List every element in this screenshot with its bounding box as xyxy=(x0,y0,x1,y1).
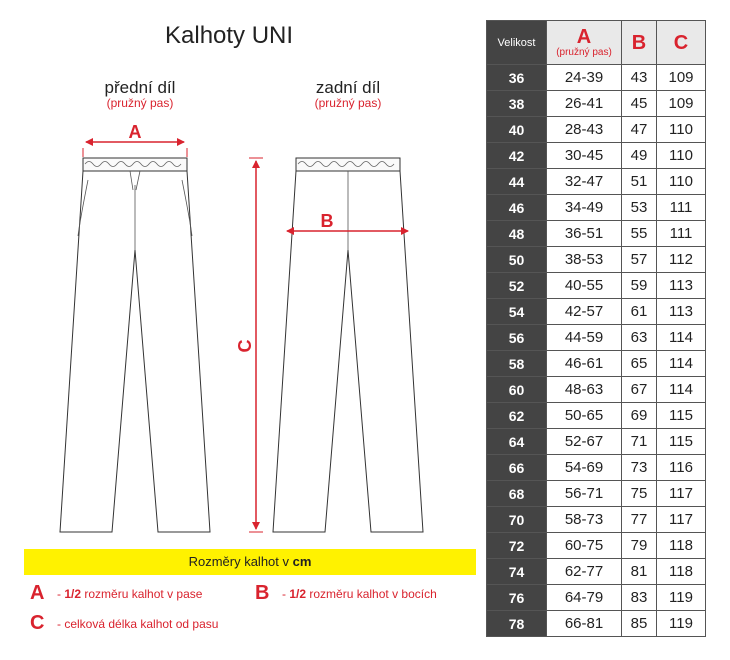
size-cell: 78 xyxy=(487,611,547,637)
c-cell: 111 xyxy=(657,195,706,221)
a-cell: 66-81 xyxy=(547,611,622,637)
table-row xyxy=(487,559,706,585)
size-cell: 74 xyxy=(487,559,547,585)
legend-b-letter: B xyxy=(255,582,270,604)
a-cell: 44-59 xyxy=(547,325,622,351)
header-a-subtitle: (pružný pas) xyxy=(556,47,612,58)
b-cell: 43 xyxy=(622,65,657,91)
c-cell: 117 xyxy=(657,481,706,507)
b-cell: 61 xyxy=(622,299,657,325)
b-cell: 49 xyxy=(622,143,657,169)
b-cell: 85 xyxy=(622,611,657,637)
table-row xyxy=(487,455,706,481)
back-view-title: zadní díl xyxy=(315,78,381,97)
legend-b-dash: - xyxy=(282,587,290,601)
b-cell: 45 xyxy=(622,91,657,117)
table-row xyxy=(487,429,706,455)
c-cell: 114 xyxy=(657,377,706,403)
size-cell: 48 xyxy=(487,221,547,247)
a-cell: 46-61 xyxy=(547,351,622,377)
legend-a-description: rozměru kalhot v pase xyxy=(81,587,203,601)
b-cell: 65 xyxy=(622,351,657,377)
size-cell: 44 xyxy=(487,169,547,195)
a-cell: 62-77 xyxy=(547,559,622,585)
legend-b-fraction: 1/2 xyxy=(289,587,307,601)
c-cell: 114 xyxy=(657,351,706,377)
a-cell: 52-67 xyxy=(547,429,622,455)
b-cell: 81 xyxy=(622,559,657,585)
units-unit: cm xyxy=(292,554,312,569)
a-cell: 24-39 xyxy=(547,65,622,91)
c-cell: 111 xyxy=(657,221,706,247)
dimension-a xyxy=(83,142,187,157)
table-row xyxy=(487,403,706,429)
table-row xyxy=(487,143,706,169)
a-cell: 26-41 xyxy=(547,91,622,117)
b-cell: 59 xyxy=(622,273,657,299)
marker-c: C xyxy=(235,339,255,353)
marker-b: B xyxy=(320,211,334,231)
units-bar xyxy=(24,549,476,575)
c-cell: 116 xyxy=(657,455,706,481)
front-view-title: přední díl xyxy=(104,78,176,97)
legend-b-text xyxy=(282,587,437,601)
c-cell: 113 xyxy=(657,299,706,325)
table-row xyxy=(487,351,706,377)
table-row xyxy=(487,325,706,351)
b-cell: 67 xyxy=(622,377,657,403)
size-cell: 76 xyxy=(487,585,547,611)
b-cell: 69 xyxy=(622,403,657,429)
table-row xyxy=(487,377,706,403)
header-b xyxy=(622,21,657,65)
legend-c-letter: C xyxy=(30,612,45,634)
b-cell: 77 xyxy=(622,507,657,533)
table-row xyxy=(487,91,706,117)
a-cell: 38-53 xyxy=(547,247,622,273)
size-cell: 72 xyxy=(487,533,547,559)
size-cell: 68 xyxy=(487,481,547,507)
c-cell: 118 xyxy=(657,559,706,585)
b-cell: 51 xyxy=(622,169,657,195)
front-view-subtitle: (pružný pas) xyxy=(106,96,174,110)
table-row xyxy=(487,65,706,91)
a-cell: 58-73 xyxy=(547,507,622,533)
size-cell: 56 xyxy=(487,325,547,351)
c-cell: 110 xyxy=(657,169,706,195)
header-b-letter: B xyxy=(631,31,647,54)
size-table xyxy=(486,20,706,637)
b-cell: 53 xyxy=(622,195,657,221)
b-cell: 73 xyxy=(622,455,657,481)
b-cell: 55 xyxy=(622,221,657,247)
size-cell: 58 xyxy=(487,351,547,377)
a-cell: 54-69 xyxy=(547,455,622,481)
legend-c-description: - celková délka kalhot od pasu xyxy=(57,617,219,631)
a-cell: 42-57 xyxy=(547,299,622,325)
size-cell: 38 xyxy=(487,91,547,117)
size-cell: 42 xyxy=(487,143,547,169)
header-c xyxy=(657,21,706,65)
b-cell: 83 xyxy=(622,585,657,611)
b-cell: 71 xyxy=(622,429,657,455)
units-prefix: Rozměry kalhot v xyxy=(188,554,293,569)
a-cell: 50-65 xyxy=(547,403,622,429)
legend-a-dash: - xyxy=(57,587,65,601)
header-a-letter: A xyxy=(576,26,592,48)
table-row xyxy=(487,507,706,533)
c-cell: 113 xyxy=(657,273,706,299)
c-cell: 109 xyxy=(657,91,706,117)
size-cell: 64 xyxy=(487,429,547,455)
size-cell: 52 xyxy=(487,273,547,299)
table-row xyxy=(487,221,706,247)
legend-b-description: rozměru kalhot v bocích xyxy=(306,587,437,601)
a-cell: 36-51 xyxy=(547,221,622,247)
table-row xyxy=(487,195,706,221)
c-cell: 119 xyxy=(657,611,706,637)
b-cell: 63 xyxy=(622,325,657,351)
size-cell: 40 xyxy=(487,117,547,143)
page-title: Kalhoty UNI xyxy=(165,22,294,49)
marker-a: A xyxy=(128,122,142,142)
a-cell: 48-63 xyxy=(547,377,622,403)
a-cell: 32-47 xyxy=(547,169,622,195)
table-row xyxy=(487,169,706,195)
size-cell: 60 xyxy=(487,377,547,403)
header-a xyxy=(547,21,622,65)
size-cell: 50 xyxy=(487,247,547,273)
b-cell: 75 xyxy=(622,481,657,507)
legend-a-text xyxy=(57,587,202,601)
c-cell: 119 xyxy=(657,585,706,611)
c-cell: 112 xyxy=(657,247,706,273)
c-cell: 114 xyxy=(657,325,706,351)
size-cell: 46 xyxy=(487,195,547,221)
table-row xyxy=(487,481,706,507)
table-row xyxy=(487,533,706,559)
b-cell: 47 xyxy=(622,117,657,143)
c-cell: 117 xyxy=(657,507,706,533)
table-row xyxy=(487,247,706,273)
c-cell: 115 xyxy=(657,403,706,429)
back-pants-drawing xyxy=(273,158,423,532)
size-cell: 62 xyxy=(487,403,547,429)
table-row xyxy=(487,273,706,299)
table-row xyxy=(487,611,706,637)
header-c-letter: C xyxy=(673,31,689,54)
size-cell: 66 xyxy=(487,455,547,481)
b-cell: 57 xyxy=(622,247,657,273)
legend-a-letter: A xyxy=(30,582,45,604)
size-cell: 54 xyxy=(487,299,547,325)
table-row xyxy=(487,299,706,325)
header-size: Velikost xyxy=(487,21,547,65)
size-table-header xyxy=(487,21,706,65)
a-cell: 30-45 xyxy=(547,143,622,169)
c-cell: 115 xyxy=(657,429,706,455)
size-cell: 36 xyxy=(487,65,547,91)
size-cell: 70 xyxy=(487,507,547,533)
c-cell: 118 xyxy=(657,533,706,559)
b-cell: 79 xyxy=(622,533,657,559)
a-cell: 64-79 xyxy=(547,585,622,611)
a-cell: 40-55 xyxy=(547,273,622,299)
a-cell: 28-43 xyxy=(547,117,622,143)
a-cell: 56-71 xyxy=(547,481,622,507)
c-cell: 110 xyxy=(657,117,706,143)
back-view-subtitle: (pružný pas) xyxy=(314,96,382,110)
table-row xyxy=(487,117,706,143)
a-cell: 60-75 xyxy=(547,533,622,559)
c-cell: 109 xyxy=(657,65,706,91)
c-cell: 110 xyxy=(657,143,706,169)
table-row xyxy=(487,585,706,611)
a-cell: 34-49 xyxy=(547,195,622,221)
front-pants-drawing xyxy=(60,158,210,532)
legend-a-fraction: 1/2 xyxy=(64,587,82,601)
